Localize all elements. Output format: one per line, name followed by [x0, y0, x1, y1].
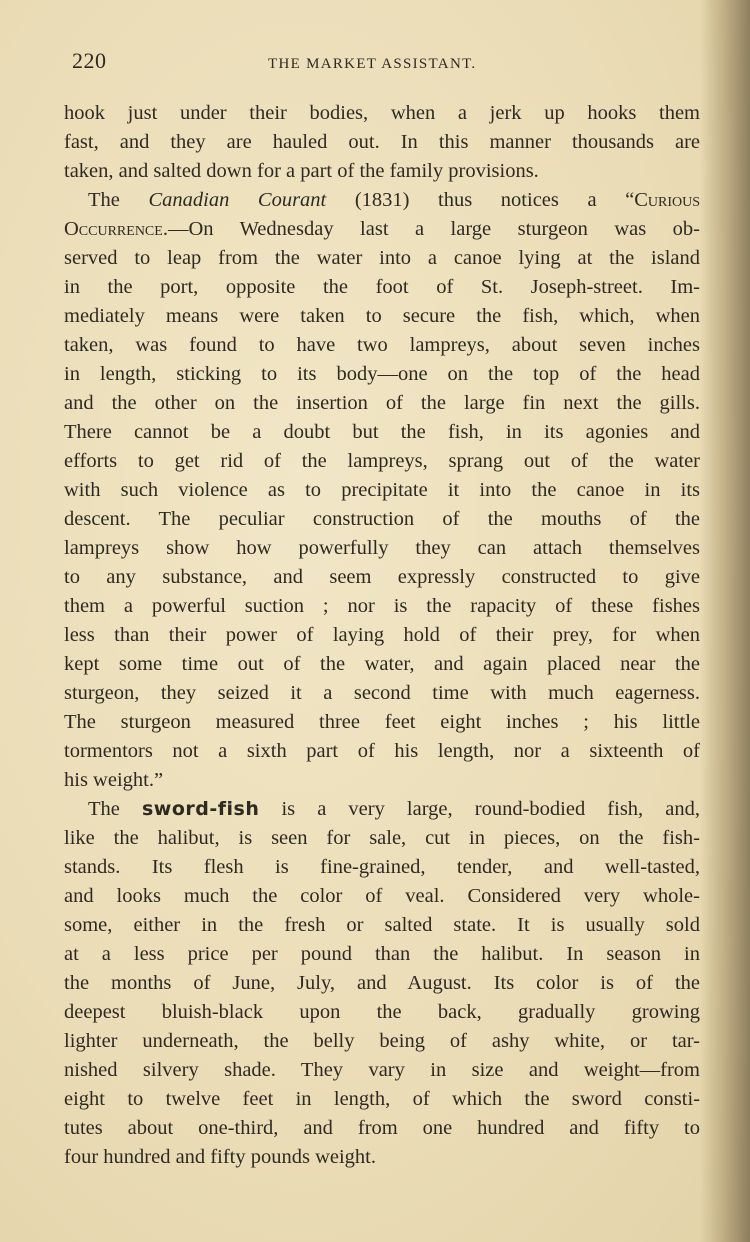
- text-line: efforts to get rid of the lampreys, sprang out of the water: [64, 450, 700, 472]
- small-caps-heading: Occurrence.: [64, 218, 168, 240]
- text-line: taken, and salted down for a part of the family provisions.: [64, 160, 539, 182]
- text-line: eight to twelve feet in length, of which the sword consti-: [64, 1088, 700, 1110]
- text-line: at a less price per pound than the halibut. In season in: [64, 943, 700, 965]
- text-line: nished silvery shade. They vary in size and weight—from: [64, 1059, 700, 1081]
- page-number: 220: [72, 48, 107, 73]
- text-line: to any substance, and seem expressly constructed to give: [64, 566, 700, 588]
- text-line: mediately means were taken to secure the fish, which, when: [64, 305, 700, 327]
- running-head: THE MARKET ASSISTANT.: [268, 56, 477, 72]
- text-run: (1831) thus notices a “: [326, 189, 635, 211]
- paragraph-start-line: [64, 186, 700, 215]
- text-run: The: [88, 798, 142, 820]
- text-line: less than their power of laying hold of their prey, for when: [64, 624, 700, 646]
- text-line: lighter underneath, the belly being of ashy white, or tar-: [64, 1030, 700, 1052]
- text-line: taken, was found to have two lampreys, about seven inches: [64, 334, 700, 356]
- text-line: deepest bluish-black upon the back, gradually growing: [64, 1001, 700, 1023]
- text-run: is a very large, round-bodied fish, and,: [259, 798, 700, 820]
- text-line: [64, 215, 700, 244]
- text-line: the months of June, July, and August. Its color is of the: [64, 972, 700, 994]
- text-line: The sturgeon measured three feet eight inches ; his little: [64, 711, 700, 733]
- text-line: tutes about one-third, and from one hundred and fifty to: [64, 1117, 700, 1139]
- text-line: descent. The peculiar construction of the mouths of the: [64, 508, 700, 530]
- page-header: [72, 48, 702, 80]
- text-line: There cannot be a doubt but the fish, in its agonies and: [64, 421, 700, 443]
- text-line: them a powerful suction ; nor is the rapacity of these fishes: [64, 595, 700, 617]
- text-line: like the halibut, is seen for sale, cut in pieces, on the fish-: [64, 827, 700, 849]
- text-line: his weight.”: [64, 769, 164, 791]
- text-line: tormentors not a sixth part of his length, nor a sixteenth of: [64, 740, 700, 762]
- paragraph-start-line: [64, 795, 700, 824]
- text-line: with such violence as to precipitate it into the canoe in its: [64, 479, 700, 501]
- text-run: —On Wednesday last a large sturgeon was ob-: [167, 218, 700, 240]
- text-line: hook just under their bodies, when a jerk up hooks them: [64, 102, 700, 124]
- text-line: kept some time out of the water, and again placed near the: [64, 653, 700, 675]
- text-line: four hundred and fifty pounds weight.: [64, 1146, 376, 1168]
- text-line: some, either in the fresh or salted state. It is usually sold: [64, 914, 700, 936]
- text-line: stands. Its flesh is fine-grained, tender, and well-tasted,: [64, 856, 700, 878]
- text-line: sturgeon, they seized it a second time with much eagerness.: [64, 682, 700, 704]
- bold-term: sword-fish: [141, 798, 260, 820]
- text-run: The: [88, 189, 149, 211]
- body-text: [64, 99, 700, 1172]
- text-line: served to leap from the water into a canoe lying at the island: [64, 247, 700, 269]
- text-line: and the other on the insertion of the large fin next the gills.: [64, 392, 700, 414]
- text-line: in the port, opposite the foot of St. Joseph-street. Im-: [64, 276, 700, 298]
- text-line: and looks much the color of veal. Considered very whole-: [64, 885, 700, 907]
- small-caps-heading: Curious: [634, 189, 701, 211]
- text-line: lampreys show how powerfully they can attach themselves: [64, 537, 700, 559]
- text-line: in length, sticking to its body—one on the top of the head: [64, 363, 700, 385]
- newspaper-title: Canadian Courant: [148, 189, 327, 211]
- text-line: fast, and they are hauled out. In this manner thousands are: [64, 131, 700, 153]
